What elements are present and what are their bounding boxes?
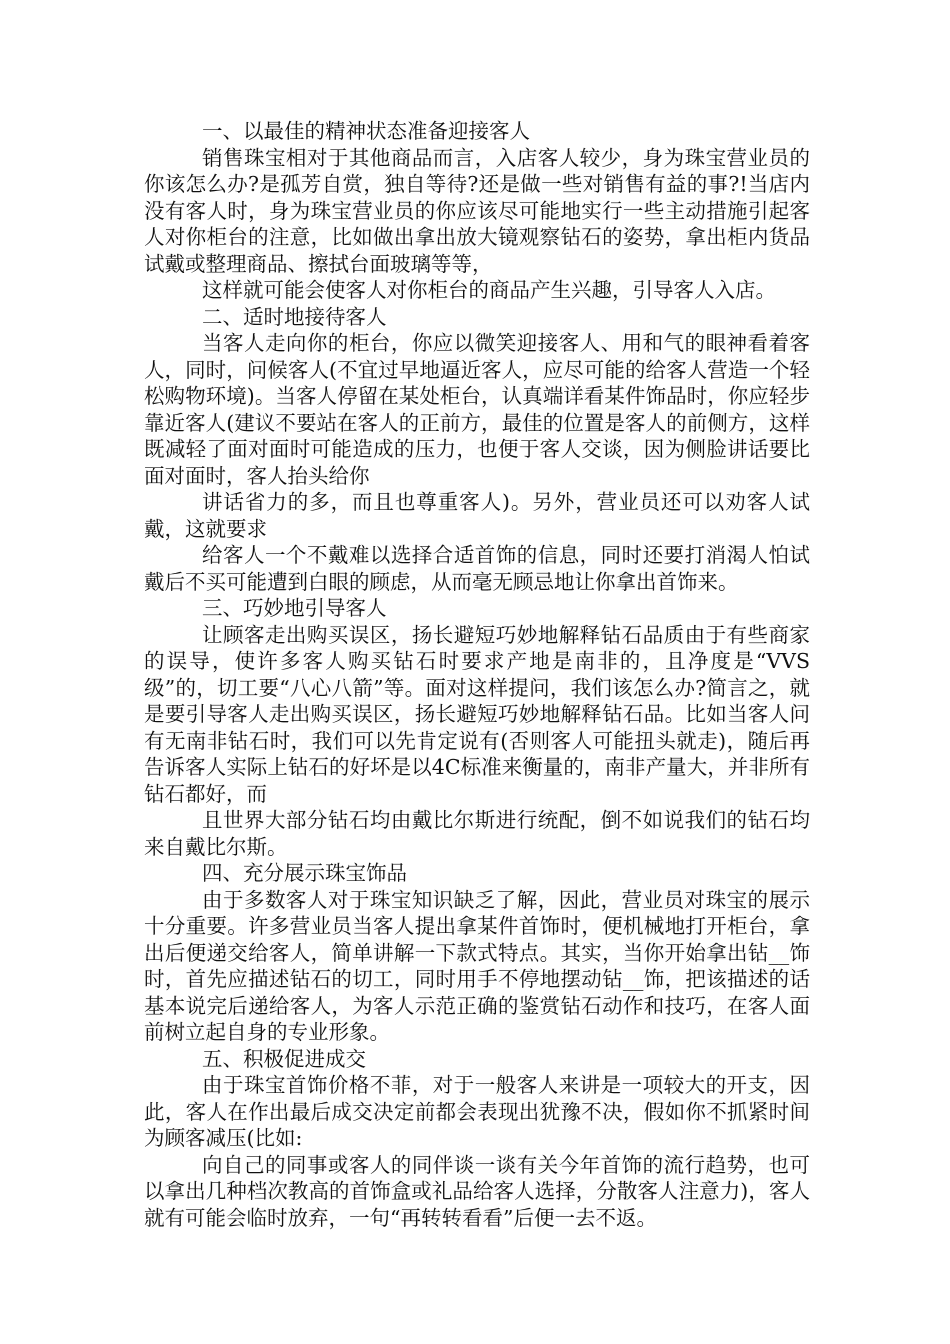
paragraph: 由于多数客人对于珠宝知识缺乏了解，因此，营业员对珠宝的展示十分重要。许多营业员当客人提出拿某件首饰时，便机械地打开柜台，拿出后便递交给客人，简单讲解一下款式特点。其实，当你开始拿出钻__饰时，首先应描述钻石的切工，同时用手不停地摆动钻__饰，把该描述的话基本说完后递给客人，为客人示范正确的鉴赏钻石动作和技巧，在客人面前树立起自身的专业形象。 [144, 887, 810, 1044]
heading-section-5: 五、积极促进成交 [202, 1046, 366, 1071]
document-body [144, 118, 810, 1231]
paragraph: 当客人走向你的柜台，你应以微笑迎接客人、用和气的眼神看着客人，同时，问候客人(不宜过早地逼近客人，应尽可能的给客人营造一个轻松购物环境)。当客人停留在某处柜台，认真端详看某件饰品时，你应轻步靠近客人(建议不要站在客人的正前方，最佳的位置是客人的前侧方，这样既减轻了面对面时可能造成的压力，也便于客人交谈，因为侧脸讲话要比面对面时，客人抬头给你 [144, 331, 810, 488]
paragraph: 销售珠宝相对于其他商品而言，入店客人较少，身为珠宝营业员的你该怎么办?是孤芳自赏，独自等待?还是做一些对销售有益的事?!当店内没有客人时，身为珠宝营业员的你应该尽可能地实行一些主动措施引起客人对你柜台的注意，比如做出拿出放大镜观察钻石的姿势，拿出柜内货品试戴或整理商品、擦拭台面玻璃等等， [144, 145, 810, 276]
paragraph: 由于珠宝首饰价格不菲，对于一般客人来讲是一项较大的开支，因此，客人在作出最后成交决定前都会表现出犹豫不决，假如你不抓紧时间为顾客减压(比如: [144, 1073, 810, 1150]
paragraph: 且世界大部分钻石均由戴比尔斯进行统配，倒不如说我们的钻石均来自戴比尔斯。 [144, 808, 810, 859]
paragraph: 讲话省力的多，而且也尊重客人)。另外，营业员还可以劝客人试戴，这就要求 [144, 490, 810, 541]
paragraph: 向自己的同事或客人的同伴谈一谈有关今年首饰的流行趋势，也可以拿出几种档次教高的首饰盒或礼品给客人选择，分散客人注意力)，客人就有可能会临时放弃，一句“再转转看看”后便一去不返。 [144, 1152, 810, 1230]
paragraph: 让顾客走出购买误区，扬长避短巧妙地解释钻石品质由于有些商家的误导，使许多客人购买钻石时要求产地是南非的，且净度是“VVS级”的，切工要“八心八箭”等。面对这样提问，我们该怎么办?简言之，就是要引导客人走出购买误区，扬长避短巧妙地解释钻石品。比如当客人问有无南非钻石时，我们可以先肯定说有(否则客人可能扭头就走)，随后再告诉客人实际上钻石的好坏是以4C标准来衡量的，南非产量大，并非所有钻石都好，而 [144, 622, 810, 806]
paragraph: 给客人一个不戴难以选择合适首饰的信息，同时还要打消渴人怕试戴后不买可能遭到白眼的顾虑，从而毫无顾忌地让你拿出首饰来。 [144, 543, 810, 594]
heading-section-3: 三、巧妙地引导客人 [202, 596, 387, 620]
heading-section-2: 二、适时地接待客人 [202, 304, 387, 329]
heading-section-4: 四、充分展示珠宝饰品 [202, 861, 407, 885]
heading-section-1: 一、以最佳的精神状态准备迎接客人 [202, 119, 530, 143]
paragraph: 这样就可能会使客人对你柜台的商品产生兴趣，引导客人入店。 [202, 278, 776, 302]
